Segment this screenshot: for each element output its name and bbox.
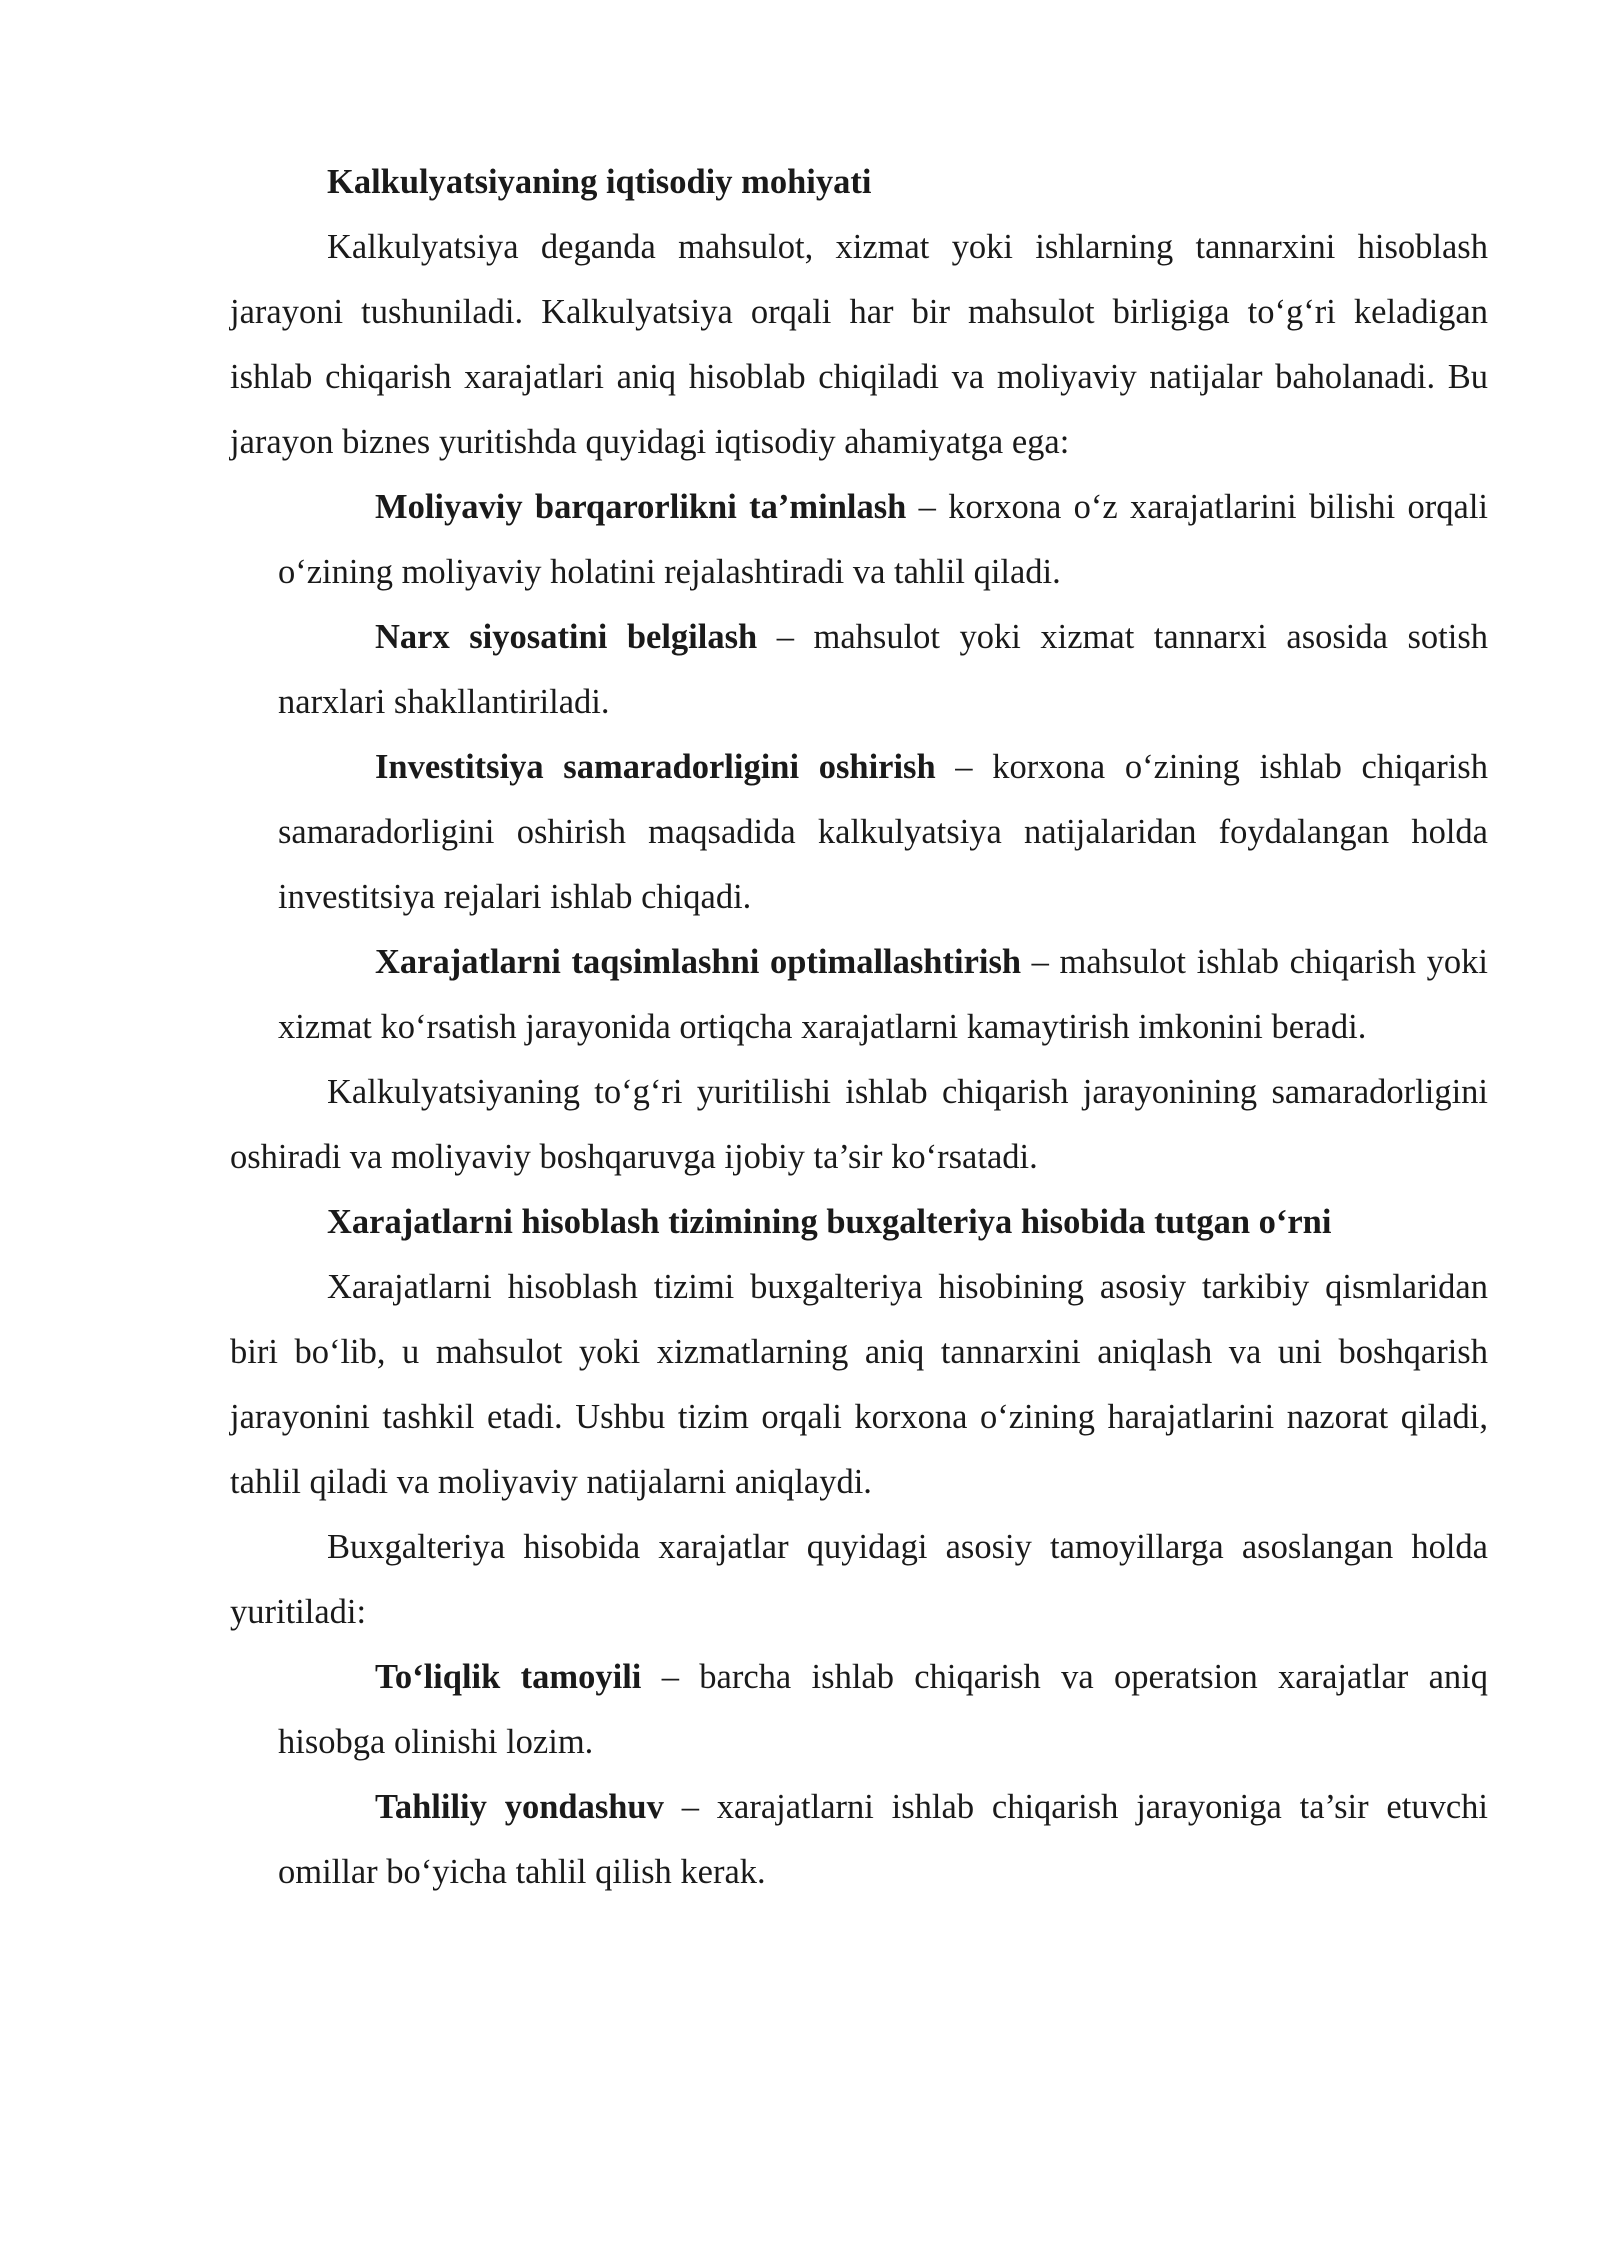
paragraph: Kalkulyatsiya deganda mahsulot, xizmat yoki ishlarning tannarxini hisoblash jarayoni tushuniladi. Kalkulyatsiya orqali har bir mahsulot birligiga to‘g‘ri keladigan ishlab chiqarish xarajatlari aniq hisoblab chiqiladi va moliyaviy natijalar baholanadi. Bu jarayon biznes yuritishda quyidagi iqtisodiy ahamiyatga ega:: [230, 228, 1488, 461]
list-item: [278, 475, 1488, 605]
item-term: Tahliliy yondashuv: [375, 1788, 664, 1826]
list-item: [278, 605, 1488, 735]
item-text: – barcha ishlab chiqarish va operatsion xarajatlar aniq hisobga olinishi lozim.: [278, 1658, 1488, 1761]
list-item: [278, 1645, 1488, 1775]
list-item: [278, 1775, 1488, 1905]
item-text: – xarajatlarni ishlab chiqarish jarayoniga ta’sir etuvchi omillar bo‘yicha tahlil qilish kerak.: [278, 1788, 1488, 1891]
list-item: [278, 735, 1488, 930]
paragraph: Xarajatlarni hisoblash tizimi buxgalteriya hisobining asosiy tarkibiy qismlaridan biri bo‘lib, u mahsulot yoki xizmatlarning aniq tannarxini aniqlash va uni boshqarish jarayonini tashkil etadi. Ushbu tizim orqali korxona o‘zining harajatlarini nazorat qiladi, tahlil qiladi va moliyaviy natijalarni aniqlaydi.: [230, 1268, 1488, 1501]
item-text: – mahsulot ishlab chiqarish yoki xizmat ko‘rsatish jarayonida ortiqcha xarajatlarni kamaytirish imkonini beradi.: [278, 943, 1488, 1046]
section-heading: Kalkulyatsiyaning iqtisodiy mohiyati: [327, 163, 872, 201]
list-item: [278, 930, 1488, 1060]
document-body: [230, 150, 1488, 1905]
item-term: Xarajatlarni taqsimlashni optimallashtirish: [375, 943, 1022, 981]
section-heading: Xarajatlarni hisoblash tizimining buxgalteriya hisobida tutgan o‘rni: [327, 1203, 1332, 1241]
item-text: – mahsulot yoki xizmat tannarxi asosida sotish narxlari shakllantiriladi.: [278, 618, 1488, 721]
paragraph: Kalkulyatsiyaning to‘g‘ri yuritilishi ishlab chiqarish jarayonining samaradorligini oshiradi va moliyaviy boshqaruvga ijobiy ta’sir ko‘rsatadi.: [230, 1073, 1488, 1176]
item-term: Moliyaviy barqarorlikni ta’minlash: [375, 488, 907, 526]
item-text: – korxona o‘z xarajatlarini bilishi orqali o‘zining moliyaviy holatini rejalashtiradi va tahlil qiladi.: [278, 488, 1489, 591]
item-text: – korxona o‘zining ishlab chiqarish samaradorligini oshirish maqsadida kalkulyatsiya natijalaridan foydalangan holda investitsiya rejalari ishlab chiqadi.: [278, 748, 1488, 916]
paragraph: Buxgalteriya hisobida xarajatlar quyidagi asosiy tamoyillarga asoslangan holda yuritiladi:: [230, 1528, 1488, 1631]
item-term: Investitsiya samaradorligini oshirish: [375, 748, 936, 786]
item-term: Narx siyosatini belgilash: [375, 618, 758, 656]
item-term: To‘liqlik tamoyili: [375, 1658, 642, 1696]
